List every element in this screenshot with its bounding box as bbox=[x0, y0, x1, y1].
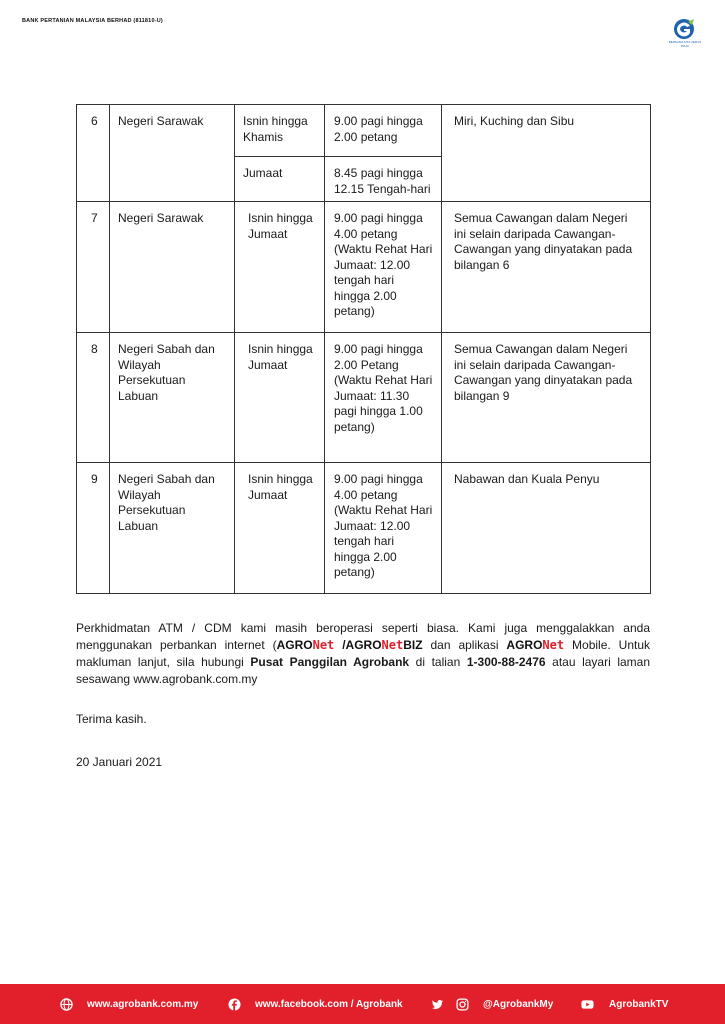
web-link[interactable]: www.agrobank.com.my bbox=[87, 999, 199, 1010]
youtube-link[interactable]: AgrobankTV bbox=[609, 999, 669, 1010]
branches-cell: Nabawan dan Kuala Penyu bbox=[442, 463, 651, 594]
footer-facebook[interactable] bbox=[228, 998, 403, 1011]
paragraph-text: Mobile. Untuk makluman lanjut, sila hubungi bbox=[76, 638, 651, 669]
paragraph-text: dan aplikasi bbox=[422, 638, 507, 652]
row-number: 8 bbox=[77, 333, 110, 463]
branch-hours-table bbox=[76, 104, 651, 594]
net-text: Net bbox=[542, 638, 565, 652]
row-number: 6 bbox=[77, 105, 110, 202]
company-name: BANK PERTANIAN MALAYSIA BERHAD (811810-U) bbox=[22, 18, 163, 24]
phone-number: 1-300-88-2476 bbox=[466, 655, 546, 669]
days-cell: Isnin hingga Jumaat bbox=[235, 333, 325, 463]
branches-cell: Semua Cawangan dalam Negeri ini selain daripada Cawangan-Cawangan yang dinyatakan pada bilangan 6 bbox=[442, 202, 651, 333]
time-cell: 9.00 pagi hingga 2.00 Petang (Waktu Rehat Hari Jumaat: 11.30 pagi hingga 1.00 petang) bbox=[325, 333, 442, 463]
paragraph-text: atau layari laman sesawang www.agrobank.com.my bbox=[76, 655, 651, 686]
state-cell: Negeri Sarawak bbox=[110, 202, 235, 333]
footer-bar bbox=[0, 984, 725, 1024]
row-number: 9 bbox=[77, 463, 110, 594]
time-cell: 9.00 pagi hingga 4.00 petang (Waktu Rehat Hari Jumaat: 12.00 tengah hari hingga 2.00 petang) bbox=[325, 202, 442, 333]
days-cell: Isnin hingga Khamis bbox=[235, 105, 325, 157]
closing-text: Terima kasih. bbox=[76, 712, 147, 726]
agro-text: AGRO bbox=[345, 638, 382, 652]
days-cell: Isnin hingga Jumaat bbox=[235, 463, 325, 594]
agronetbiz-brand bbox=[346, 638, 423, 652]
net-text: Net bbox=[381, 638, 404, 652]
state-cell: Negeri Sabah dan Wilayah Persekutuan Labuan bbox=[110, 463, 235, 594]
agro-text: AGRO bbox=[506, 638, 543, 652]
biz-text: BIZ bbox=[403, 638, 423, 652]
state-cell: Negeri Sarawak bbox=[110, 105, 235, 202]
instagram-icon bbox=[456, 998, 469, 1011]
agro-text: AGRO bbox=[276, 638, 313, 652]
table-row bbox=[77, 463, 651, 594]
days-cell: Jumaat bbox=[235, 157, 325, 202]
notice-paragraph bbox=[76, 620, 650, 688]
table-row bbox=[77, 333, 651, 463]
time-cell: 9.00 pagi hingga 2.00 petang bbox=[325, 105, 442, 157]
net-text: Net bbox=[312, 638, 335, 652]
facebook-link[interactable]: www.facebook.com / Agrobank bbox=[255, 999, 403, 1010]
facebook-icon bbox=[228, 998, 241, 1011]
table-row bbox=[77, 105, 651, 157]
globe-icon bbox=[60, 998, 73, 1011]
state-cell: Negeri Sabah dan Wilayah Persekutuan Labuan bbox=[110, 333, 235, 463]
days-cell: Isnin hingga Jumaat bbox=[235, 202, 325, 333]
call-centre-name: Pusat Panggilan Agrobank bbox=[250, 655, 410, 669]
time-cell: 8.45 pagi hingga 12.15 Tengah-hari bbox=[325, 157, 442, 202]
twitter-icon bbox=[431, 998, 444, 1011]
paragraph-text: Perkhidmatan ATM / CDM kami masih beroperasi seperti biasa. Kami juga menggalakkan anda menggunakan perbankan internet ( bbox=[76, 621, 650, 652]
footer-social[interactable] bbox=[431, 998, 553, 1011]
paragraph-text: di talian bbox=[409, 655, 467, 669]
footer-youtube[interactable] bbox=[580, 998, 668, 1011]
social-handle[interactable]: @AgrobankMy bbox=[483, 999, 554, 1010]
branches-cell: Miri, Kuching dan Sibu bbox=[442, 105, 651, 202]
footer-web[interactable] bbox=[60, 998, 198, 1011]
logo-tagline: BERSAMA KITA TERUS MAJU bbox=[668, 40, 702, 48]
table-row bbox=[77, 202, 651, 333]
document-date: 20 Januari 2021 bbox=[76, 755, 163, 769]
agronet-app-brand bbox=[506, 638, 564, 652]
row-number: 7 bbox=[77, 202, 110, 333]
youtube-icon bbox=[580, 998, 595, 1011]
separator-text: / bbox=[334, 638, 346, 652]
agronet-brand bbox=[277, 638, 335, 652]
time-cell: 9.00 pagi hingga 4.00 petang (Waktu Rehat Hari Jumaat: 12.00 tengah hari hingga 2.00 petang) bbox=[325, 463, 442, 594]
branches-cell: Semua Cawangan dalam Negeri ini selain daripada Cawangan-Cawangan yang dinyatakan pada bilangan 9 bbox=[442, 333, 651, 463]
